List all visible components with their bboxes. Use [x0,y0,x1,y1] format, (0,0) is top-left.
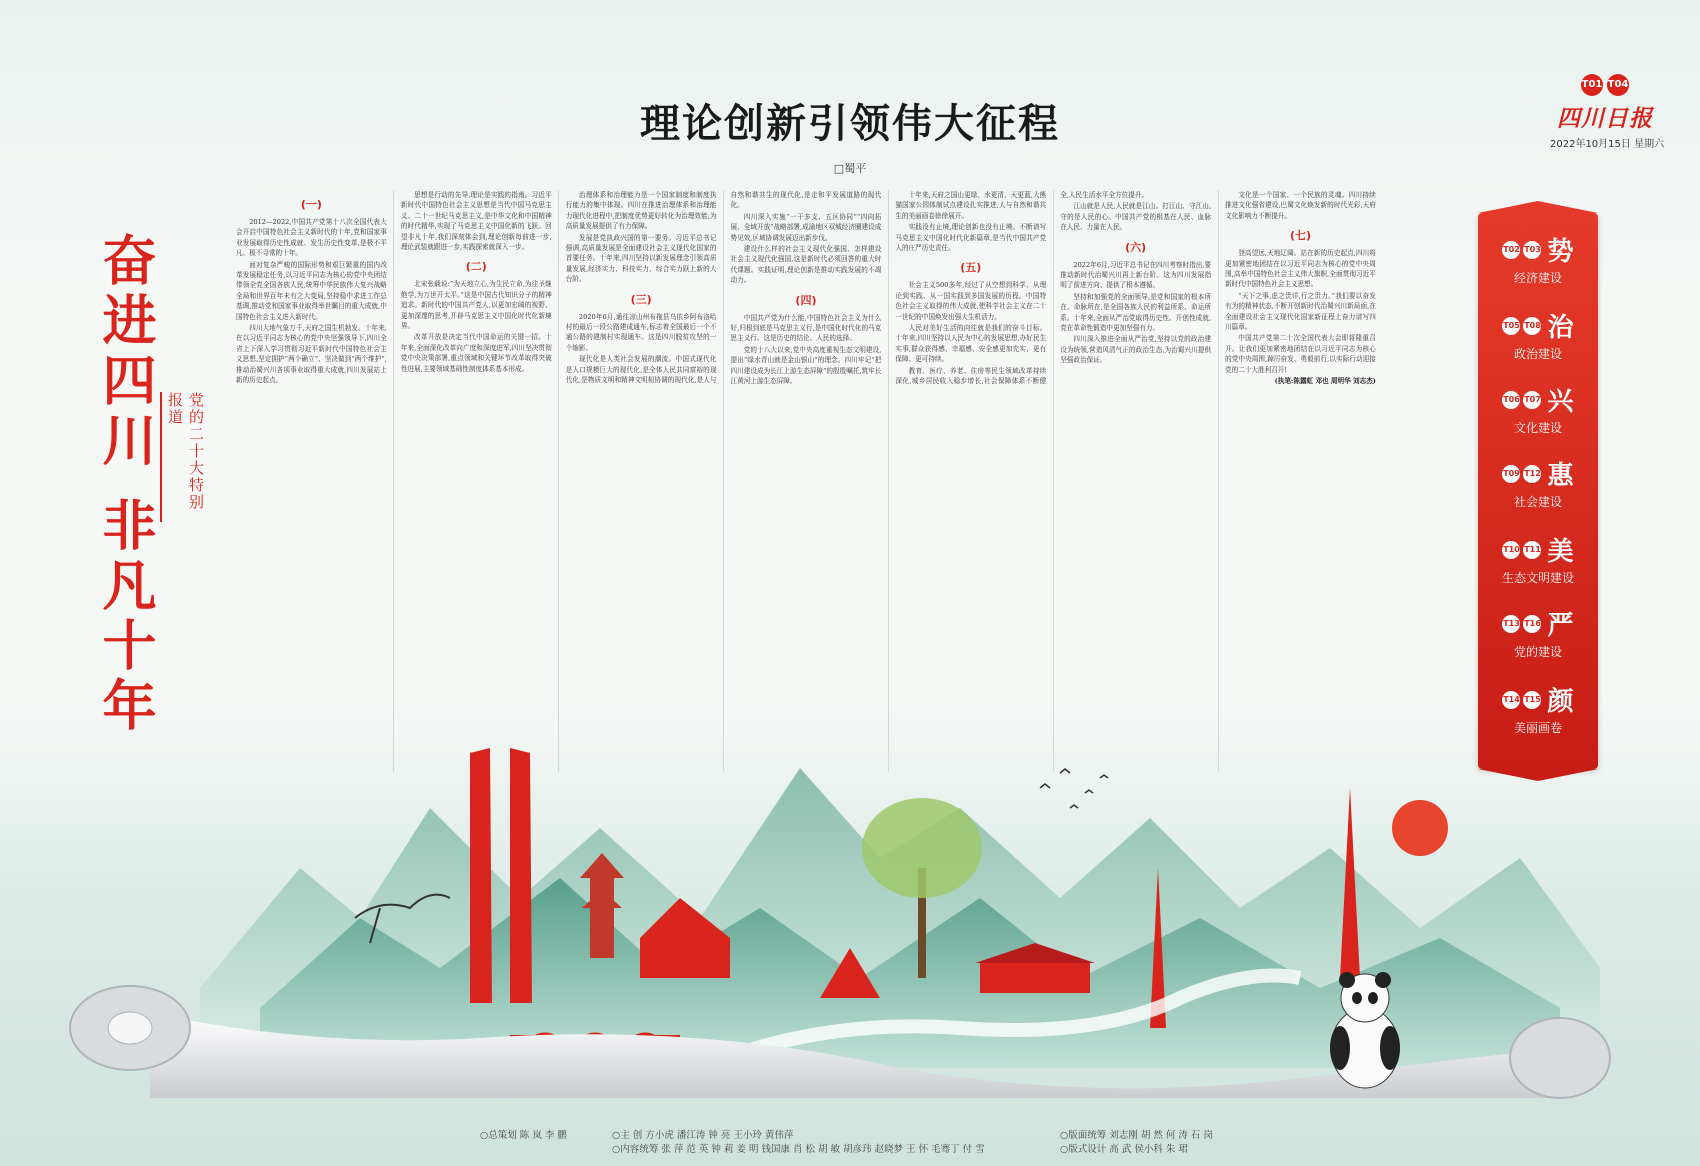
section-label: 生态文明建设 [1501,571,1574,585]
section-link-3[interactable] [1478,381,1598,436]
section-glyph: 兴 [1547,387,1574,417]
article-paragraph: 党的十八大以来,党中央高度重视生态文明建设,提出“绿水青山就是金山银山”的理念。四川牢记“把四川建设成为长江上游生态屏障”的殷殷嘱托,筑牢长江黄河上游生态屏障。 [730,345,882,386]
sun [1392,800,1448,856]
author-credit: (执笔:陈露虹 邓也 周明华 刘志杰) [1274,377,1376,386]
section-label: 美丽画卷 [1513,721,1562,735]
newspaper-logo: 四川日报 [1557,105,1653,132]
article-paragraph: 四川大地气象万千,天府之国生机勃发。十年来,在以习近平同志为核心的党中央坚强领导下,四川全省上下深入学习贯彻习近平新时代中国特色社会主义思想,坚定拥护“两个确立”、坚决做到“两个维护”,推动治蜀兴川各项事业取得重大成就,四川发展站上新的历史起点。 [236,324,387,385]
section-glyph: 美 [1547,537,1574,567]
credit-layout: ○版面统筹 刘志刚 胡 然 何 涛 石 岗 [1060,1130,1213,1141]
section-glyph: 治 [1547,313,1574,343]
section-link-5[interactable] [1478,531,1598,586]
page-badge: T10 [1502,541,1520,559]
article-paragraph: 中国共产党第二十次全国代表大会即将隆重召开。让我们更加紧密地团结在以习近平同志为核心的党中央周围,踔厉奋发、勇毅前行,以实际行动迎接党的二十大胜利召开! [1225,334,1376,374]
section-glyph: 惠 [1547,461,1574,491]
page-tag: T04 [1607,74,1629,96]
credit-creators: ○主 创 方小虎 潘江涛 钟 亮 王小玲 黄伟萍 [612,1130,794,1141]
section-heading: (五) [960,261,982,275]
article-paragraph: 文化是一个国家、一个民族的灵魂。四川持续推进文化强省建设,巴蜀文化焕发新的时代光彩,天府文化影响力不断提升。 [1225,191,1376,220]
article-paragraph: 2020年6月,通往凉山州布拖县乌依乡阿布洛哈村的最后一段公路建成通车,标志着全国最后一个不通公路的建制村实现通车。这是四川脱贫攻坚的一个缩影。 [565,312,717,352]
article-paragraph: 面对复杂严峻的国际形势和艰巨繁重的国内改革发展稳定任务,以习近平同志为核心的党中央团结带领全党全国各族人民,统筹中华民族伟大复兴战略全局和世界百年未有之大变局,坚持稳中求进工作总基调,推动党和国家事业取得举世瞩目的重大成就,中国特色社会主义进入新时代。 [236,260,387,321]
birds [1040,769,1108,808]
section-link-1[interactable] [1478,231,1598,286]
page-tag: T01 [1581,74,1603,96]
section-label: 社会建设 [1513,495,1562,509]
article-paragraph: 2012—2022,中国共产党第十八次全国代表大会开启中国特色社会主义新时代的十年,党和国家事业发展取得历史性成就、发生历史性变革,是极不平凡、极不寻常的十年。 [236,218,387,258]
page-badge: T11 [1523,541,1541,559]
article-paragraph: 四川深入推进全面从严治党,坚持以党的政治建设为统领,营造风清气正的政治生态,为治蜀兴川提供坚强政治保证。 [1060,335,1212,365]
article-paragraph: 发展是党执政兴国的第一要务。习近平总书记强调,高质量发展是全面建设社会主义现代化国家的首要任务。十年来,四川坚持以新发展理念引领高质量发展,经济实力、科技实力、综合实力跃上新的大台阶。 [565,233,717,284]
section-link-2[interactable] [1478,307,1598,362]
page-badge: T13 [1502,615,1520,633]
credit-chief-planner: ○总策划 陈 岚 李 鹏 [480,1130,567,1141]
article-paragraph: 十年来,天府之国山更绿、水更清、天更蓝,大熊猫国家公园体制试点建设扎实推进,人与自然和谐共生的美丽画卷徐徐展开。 [895,191,1047,220]
article-paragraph: 2022年6月,习近平总书记在四川考察时指出,要推动新时代治蜀兴川再上新台阶。这为四川发展指明了前进方向、提供了根本遵循。 [1060,260,1212,290]
page-badge: T08 [1523,317,1541,335]
article-paragraph: 北宋张载说:“为天地立心,为生民立命,为往圣继绝学,为万世开太平。”这是中国古代知识分子的精神追求。新时代的中国共产党人,以更加宏阔的视野、更加深邃的思考,开辟马克思主义中国化时代化新境界。 [400,280,552,331]
section-link-7[interactable] [1478,681,1598,736]
page-badge: T05 [1502,317,1520,335]
article-paragraph: 实践没有止境,理论创新也没有止境。不断谱写马克思主义中国化时代化新篇章,是当代中国共产党人的庄严历史责任。 [895,223,1047,253]
page-badge: T16 [1523,615,1541,633]
credit-design: ○版式设计 高 武 侯小科 朱 珺 [1060,1144,1188,1155]
article-paragraph: 治理体系和治理能力是一个国家制度和制度执行能力的集中体现。四川在推进治理体系和治理能力现代化进程中,把制度优势更好转化为治理效能,为高质量发展提供了有力保障。 [565,191,717,231]
page-badge: T07 [1523,391,1541,409]
article-paragraph: 现代化是人类社会发展的潮流。中国式现代化是人口规模巨大的现代化,是全体人民共同富裕的现代化,是物质文明和精神文明相协调的现代化,是人与自然和谐共生的现代化,是走和平发展道路的现代化。 [565,191,882,385]
memorial-hall [980,963,1090,993]
section-heading: (一) [300,198,322,211]
section-glyph: 势 [1547,237,1574,267]
scroll-roll-right [1510,1018,1610,1098]
section-glyph: 颜 [1547,687,1574,717]
byline: □蜀平 [833,162,867,175]
section-heading: (六) [1125,240,1147,254]
headline: 理论创新引领伟大征程 [640,101,1060,147]
section-nav-panel [1478,213,1598,769]
article-paragraph: 江山就是人民,人民就是江山。打江山、守江山,守的是人民的心。中国共产党的根基在人民、血脉在人民、力量在人民。 [1060,202,1212,232]
section-label: 经济建设 [1513,271,1562,285]
section-link-4[interactable] [1478,455,1598,510]
article-paragraph: 建设什么样的社会主义现代化强国、怎样建设社会主义现代化强国,这是新时代必须回答的重大时代课题。实践证明,理论创新是推动实践发展的不竭动力。 [730,245,882,285]
article-paragraph: 坚持和加强党的全面领导,是党和国家的根本所在、命脉所在,是全国各族人民的利益所系、命运所系。十年来,全面从严治党取得历史性、开创性成就,党在革命性锻造中更加坚强有力。 [1060,292,1212,333]
article-paragraph: “天下之事,虑之贵详,行之贵力。”我们要以奋发有为的精神状态,不断开创新时代治蜀兴川新局面,在全面建设社会主义现代化国家新征程上奋力谱写四川篇章。 [1225,291,1376,332]
side-subtitle: 党的二十大特别报道 [160,392,207,522]
article-paragraph: 四川深入实施“一干多支、五区协同”“四向拓展、全域开放”战略部署,成渝地区双城经济圈建设成势见效,区域协调发展迈出新步伐。 [730,212,882,242]
page-badge: T09 [1502,465,1520,483]
section-heading: (四) [795,293,817,307]
section-heading: (七) [1289,229,1312,243]
page-badge: T06 [1502,391,1520,409]
section-link-6[interactable] [1478,605,1598,660]
page-badge: T02 [1502,241,1520,259]
page-badge: T12 [1523,465,1541,483]
credit-content: ○内容统筹 张 萍 范 英 钟 莉 姜 明 钱国康 肖 松 胡 敏 胡彦玮 赵晓梦 王 怀 毛骞丁 付 雪 [612,1144,985,1155]
section-label: 党的建设 [1513,645,1562,659]
article-body [236,190,1376,772]
article-paragraph: 教育、医疗、养老、住房等民生领域改革持续深化,城乡居民收入稳步增长,社会保障体系不断健全,人民生活水平全方位提升。 [895,191,1149,386]
scroll-illustration [0,748,1700,1118]
page-badge: T15 [1523,691,1541,709]
section-label: 政治建设 [1513,347,1562,361]
article-paragraph: 改革开放是决定当代中国命运的关键一招。十年来,全面深化改革向广度和深度进军,四川坚决贯彻党中央决策部署,重点领域和关键环节改革取得突破性进展,主要领域基础性制度体系基本形成。 [400,333,552,373]
article-paragraph: 思想是行动的先导,理论是实践的指南。习近平新时代中国特色社会主义思想是当代中国马克思主义、二十一世纪马克思主义,是中华文化和中国精神的时代精华,实现了马克思主义中国化新的飞跃。回望非凡十年,我们深刻体会到,理论创新每前进一步,理论武装就跟进一步,实践探索就深入一步。 [400,191,552,252]
article-paragraph: 登高望远,天地辽阔。站在新的历史起点,四川将更加紧密地团结在以习近平同志为核心的党中央周围,高举中国特色社会主义伟大旗帜,全面贯彻习近平新时代中国特色社会主义思想。 [1225,249,1376,289]
section-heading: (二) [465,260,487,274]
page-badge: T14 [1502,691,1520,709]
section-glyph: 严 [1547,611,1574,641]
section-label: 文化建设 [1513,421,1562,435]
article-paragraph: 人民对美好生活的向往就是我们的奋斗目标。十年来,四川坚持以人民为中心的发展思想,办好民生实事,群众获得感、幸福感、安全感更加充实、更有保障、更可持续。 [895,324,1047,364]
section-heading: (三) [630,292,652,306]
issue-date: 2022年10月15日 星期六 [1550,139,1665,150]
side-title: 奋进四川 非凡十年 [94,232,158,737]
credits-footer [0,1127,1700,1163]
article-paragraph: 中国共产党为什么能,中国特色社会主义为什么好,归根到底是马克思主义行,是中国化时代化的马克思主义行。这是历史的结论、人民的选择。 [730,313,882,343]
page-badge: T03 [1523,241,1541,259]
article-paragraph: 社会主义500多年,经过了从空想到科学、从理论到实践、从一国实践到多国发展的历程。中国特色社会主义取得的伟大成就,使科学社会主义在二十一世纪的中国焕发出强大生机活力。 [895,281,1047,321]
